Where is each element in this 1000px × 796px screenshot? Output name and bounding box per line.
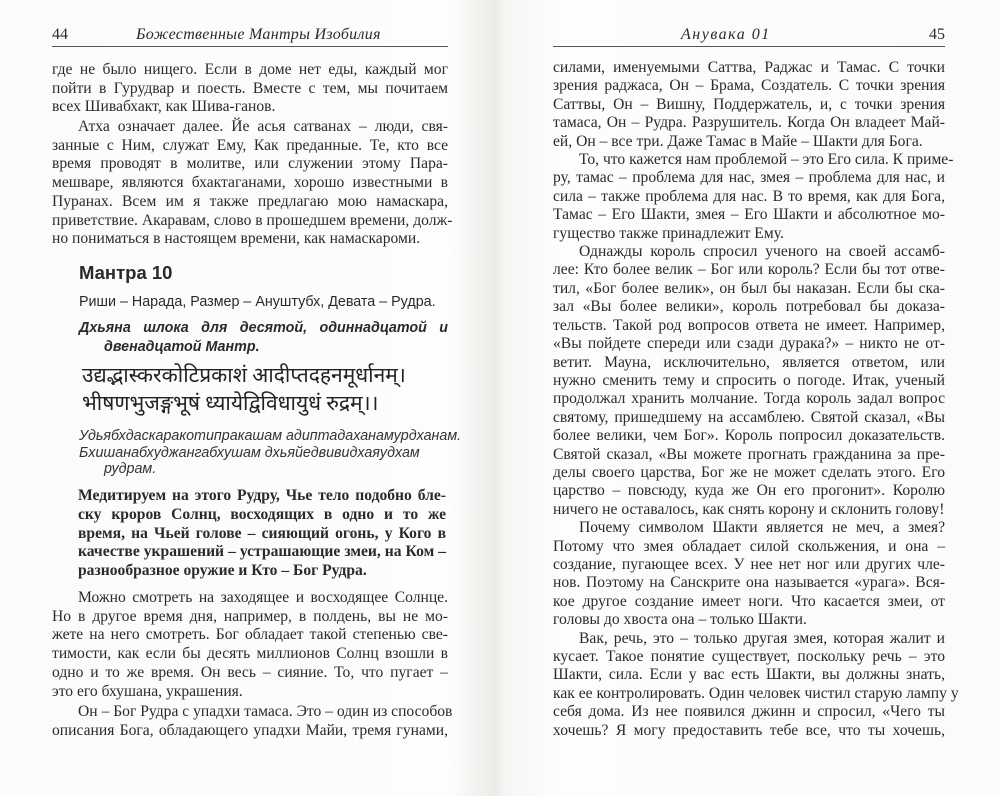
text-line: ей, Он – все три. Даже Тамас в Майе – Шакти для Бога. bbox=[553, 132, 923, 150]
text-line: время, на Чьей голове – сияющий огонь, у Кого в bbox=[78, 524, 446, 542]
text-line: кое другое создание имеет ноги. Что касается змеи, от bbox=[553, 592, 945, 610]
text-line: кусает. Такое понятие существует, поскольку речь – это bbox=[553, 648, 945, 665]
text-line: нужно сменить тему и спросить о погоде. Итак, ученый bbox=[553, 371, 945, 389]
text-line: головы до хвоста она – только Шакти. bbox=[553, 611, 807, 629]
text-line: Святой сказал, «Вы можете прогнать гражданина за пре- bbox=[553, 445, 945, 463]
text-line: Пуранах. Всем им я также предлагаю мою намаскара, bbox=[52, 192, 448, 210]
text-line: делы своего царства, Бог же не может сделать этого. Его bbox=[553, 463, 945, 481]
text-line: рудрам. bbox=[104, 461, 157, 478]
paragraph bbox=[553, 243, 945, 519]
paragraph bbox=[553, 629, 959, 740]
text-line: силами, именуемыми Саттва, Раджас и Тамас. С точки bbox=[553, 59, 945, 76]
paragraph bbox=[52, 61, 448, 117]
text-line: ничего не оставалось, как снять корону и склонить голову! bbox=[553, 500, 945, 518]
text-line: всех Шивабхакт, как Шива-ганов. bbox=[52, 98, 276, 116]
text-line: двенадцатой Мантр. bbox=[104, 339, 260, 355]
text-line: более велики, чем Бог». Король попросил доказательств. bbox=[553, 427, 945, 445]
text-line: Потому что змея обладает силой скольжения, и она – bbox=[553, 537, 945, 555]
page-header bbox=[553, 26, 945, 47]
rishi-line: Риши – Нарада, Размер – Ануштубх, Девата – Рудра. bbox=[79, 294, 436, 310]
text-line: Тамас – Его Шакти, змея – Его Шакти и абсолютное мо- bbox=[553, 206, 945, 224]
text-line: создание, пугающее всех. У нее нет ног или других чле- bbox=[553, 555, 945, 573]
text-line: Почему символом Шакти является не меч, а змея? bbox=[579, 519, 945, 537]
translation-bold bbox=[78, 487, 446, 581]
text-line: жете на него смотреть. Бог обладает такой степенью све- bbox=[52, 626, 448, 644]
text-line: Но в другое время дня, например, в полдень, вы не мо- bbox=[52, 607, 448, 625]
text-line: себя дома. Из нее появился джинн и спросил, «Чего ты bbox=[553, 703, 945, 721]
text-line: Он – Бог Рудра с упадхи тамаса. Это – один из способов bbox=[78, 702, 453, 720]
mantra-heading: Мантра 10 bbox=[79, 262, 173, 283]
text-line: продолжал хранить молчание. Тогда король задал вопрос bbox=[553, 390, 945, 408]
text-line: гущество также принадлежит Ему. bbox=[553, 224, 784, 242]
text-line: царство – повсюду, куда же Он его прогонит». Королю bbox=[553, 482, 945, 500]
text-line: где не было нищего. Если в доме нет еды, каждый мог bbox=[52, 61, 448, 78]
dhyana-heading bbox=[79, 319, 448, 357]
text-line: Саттвы, Он – Вишну, Поддержатель, и, с точки зрения bbox=[553, 95, 945, 113]
right-text bbox=[553, 59, 959, 740]
text-line: тельств. Такой род вопросов ответа не имеет. Например, bbox=[553, 316, 945, 334]
page-header bbox=[52, 26, 448, 47]
paragraph bbox=[553, 59, 945, 151]
text-line: это его бхушана, украшения. bbox=[52, 683, 243, 701]
paragraph bbox=[52, 589, 448, 702]
text-line: как ее контролировать. Один человек чистил старую лампу у bbox=[553, 684, 959, 702]
text-line: святому, пришедшему на ассамблею. Святой сказал, «Вы bbox=[553, 408, 945, 426]
paragraph bbox=[553, 151, 954, 243]
paragraph bbox=[52, 702, 453, 741]
text-line: ру, тамас – проблема для нас, змея – проблема для нас, и bbox=[553, 169, 945, 187]
text-line: время проводят в молитве, или служении этому Пара- bbox=[52, 155, 448, 173]
left-page bbox=[52, 0, 462, 796]
text-line: Вак, речь, это – только другая змея, которая жалит и bbox=[579, 629, 945, 647]
text-line: Дхьяна шлока для десятой, одиннадцатой и bbox=[79, 320, 448, 336]
text-line: भीषणभुजङ्गभूषं ध्यायेद्विविधायुधं रुद्रम्।। bbox=[82, 391, 379, 415]
text-line: Однажды король спросил ученого на своей ассамб- bbox=[579, 243, 945, 261]
right-page bbox=[553, 0, 959, 796]
page-number: 45 bbox=[929, 26, 945, 43]
text-line: ску кроров Солнц, восходящих в одно и то же bbox=[78, 505, 446, 523]
text-line: «Вы пойдете спереди или сзади дурака?» – никто не от- bbox=[553, 335, 945, 353]
text-line: описания Бога, обладающего упадхи Майи, тремя гунами, bbox=[52, 721, 448, 739]
text-line: одно и то же время. Он весь – сияние. То, что пугает – bbox=[52, 664, 448, 682]
paragraph bbox=[553, 519, 945, 629]
paragraph bbox=[52, 118, 453, 249]
text-line: мешваре, являются бхактаганами, хорошо известными в bbox=[52, 174, 448, 192]
running-title: Анувака 01 bbox=[681, 26, 771, 43]
text-line: Шакти, сила. Если у вас есть Шакти, вы должны знать, bbox=[553, 666, 945, 684]
text-line: зал «Вы более велики», король потребовал бы доказа- bbox=[553, 298, 945, 316]
text-line: Удьябхдаскаракотипракашам адиптадаханамурдханам. bbox=[79, 428, 462, 444]
text-line: тил, «Бог более велик», он был бы наказан. Если бы ска- bbox=[553, 279, 945, 297]
devanagari-verse bbox=[82, 361, 448, 417]
text-line: хочешь? Я могу предоставить тебе все, что ты хочешь, bbox=[553, 721, 945, 739]
text-line: зрения раджаса, Он – Брама, Создатель. С точки зрения bbox=[553, 77, 945, 95]
text-line: нов. Поэтому на Санскрите она называется «урага». Вся- bbox=[553, 574, 945, 592]
text-line: сила – также проблема для нас. В то время, как для Бога, bbox=[553, 187, 945, 205]
text-line: Атха означает далее. Йе асья сатванах – люди, свя- bbox=[78, 118, 448, 135]
text-line: тамаса, Он – Рудра. Разрушитель. Когда Он владеет Май- bbox=[553, 114, 945, 132]
transliteration bbox=[79, 428, 462, 478]
page-number: 44 bbox=[52, 26, 68, 43]
text-line: но пониматься в настоящем времени, как намаскароми. bbox=[52, 230, 421, 248]
text-line: разнообразное оружие и Кто – Бог Рудра. bbox=[78, 562, 367, 580]
text-line: пойти в Гурудвар и поесть. Вместе с тем, мы почитаем bbox=[52, 79, 448, 97]
text-line: качестве украшений – устрашающие змеи, на Ком – bbox=[78, 543, 446, 561]
text-line: То, что кажется нам проблемой – это Его сила. К приме- bbox=[579, 151, 954, 169]
text-line: ветит. Мауна, исключительно, является ответом, или bbox=[553, 353, 945, 371]
text-line: Можно смотреть на заходящее и восходящее Солнце. bbox=[78, 588, 448, 606]
text-line: Медитируем на этого Рудру, Чье тело подобно бле- bbox=[78, 487, 446, 504]
text-line: лее: Кто более велик – Бог или король? Если бы тот отве- bbox=[553, 261, 945, 279]
text-line: тимости, как если бы десять миллионов Солнц взошли в bbox=[52, 645, 448, 663]
text-line: Бхишанабхуджангабхушам дхьяйедвивидхаяудхам bbox=[79, 444, 420, 461]
text-line: उद्यद्भास्करकोटिप्रकाशं आदीप्तदहनमूर्धानम्। bbox=[82, 363, 406, 387]
text-line: занные с Ним, служат Ему, Как преданные. Те, кто все bbox=[52, 136, 448, 154]
text-line: приветствие. Акаравам, слово в прошедшем времени, долж- bbox=[52, 211, 453, 229]
running-title: Божественные Мантры Изобилия bbox=[136, 26, 381, 43]
